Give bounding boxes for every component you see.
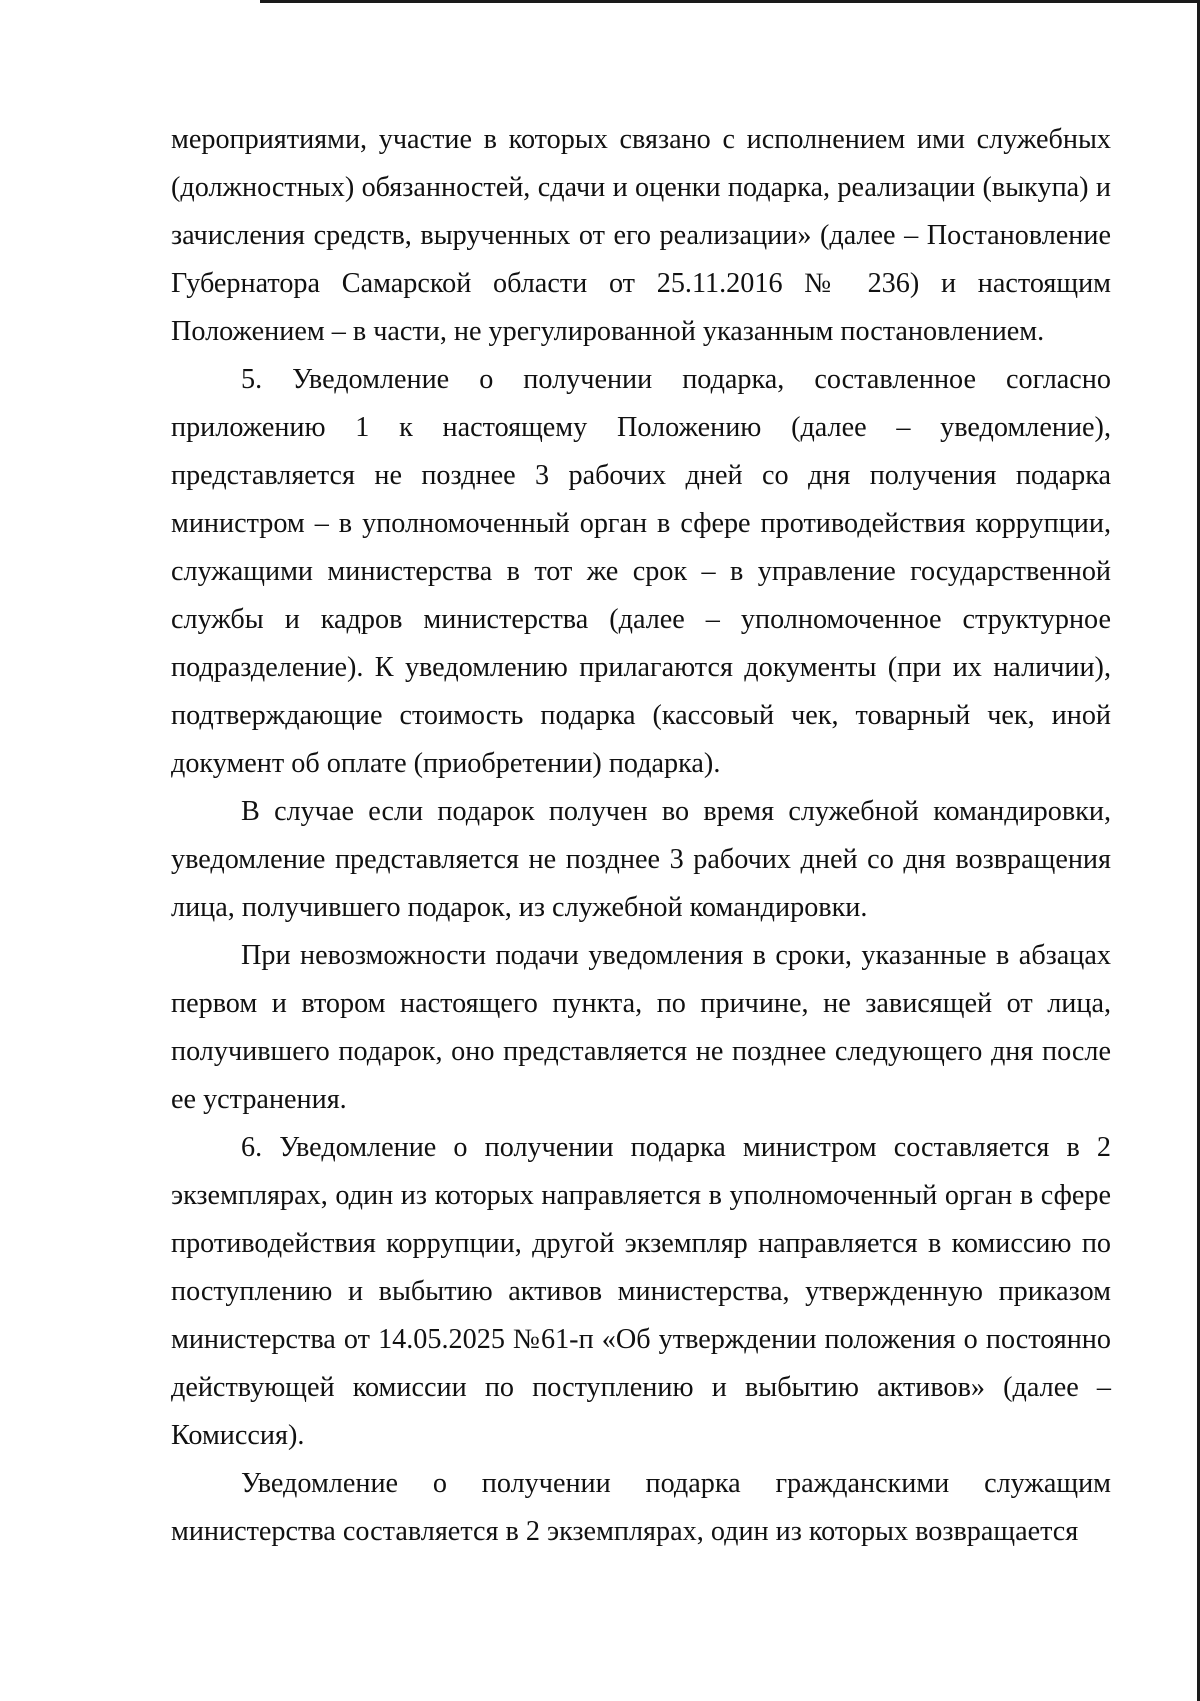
paragraph-item-6: 6. Уведомление о получении подарка министром составляется в 2 экземплярах, один из которых направляется в уполномоченный орган в сфере противодействия коррупции, другой экземпляр направляется в комиссию по поступлению и выбытию активов министерства, утвержденную приказом министерства от 14.05.2025 №61-п «Об утверждении положения о постоянно действующей комиссии по поступлению и выбытию активов» (далее – Комиссия). [171, 1132, 1111, 1451]
paragraph-item-5-impossibility: При невозможности подачи уведомления в сроки, указанные в абзацах первом и втором настоящего пункта, по причине, не зависящей от лица, получившего подарок, оно представляется не позднее следующего дня после ее устранения. [171, 940, 1111, 1115]
document-body [171, 116, 1111, 1556]
paragraph-item-6-civil-servants: Уведомление о получении подарка гражданскими служащим министерства составляется в 2 экземплярах, один из которых возвращается [171, 1468, 1111, 1547]
paragraph-item-5: 5. Уведомление о получении подарка, составленное согласно приложению 1 к настоящему Положению (далее – уведомление), представляется не позднее 3 рабочих дней со дня получения подарка министром – в уполномоченный орган в сфере противодействия коррупции, служащими министерства в тот же срок – в управление государственной службы и кадров министерства (далее – уполномоченное структурное подразделение). К уведомлению прилагаются документы (при их наличии), подтверждающие стоимость подарка (кассовый чек, товарный чек, иной документ об оплате (приобретении) подарка). [171, 364, 1111, 779]
paragraph-continuation: мероприятиями, участие в которых связано с исполнением ими служебных (должностных) обязанностей, сдачи и оценки подарка, реализации (выкупа) и зачисления средств, вырученных от его реализации» (далее – Постановление Губернатора Самарской области от 25.11.2016 № 236) и настоящим Положением – в части, не урегулированной указанным постановлением. [171, 124, 1111, 347]
scan-border-top [260, 0, 1200, 3]
paragraph-item-5-business-trip: В случае если подарок получен во время служебной командировки, уведомление представляется не позднее 3 рабочих дней со дня возвращения лица, получившего подарок, из служебной командировки. [171, 796, 1111, 923]
